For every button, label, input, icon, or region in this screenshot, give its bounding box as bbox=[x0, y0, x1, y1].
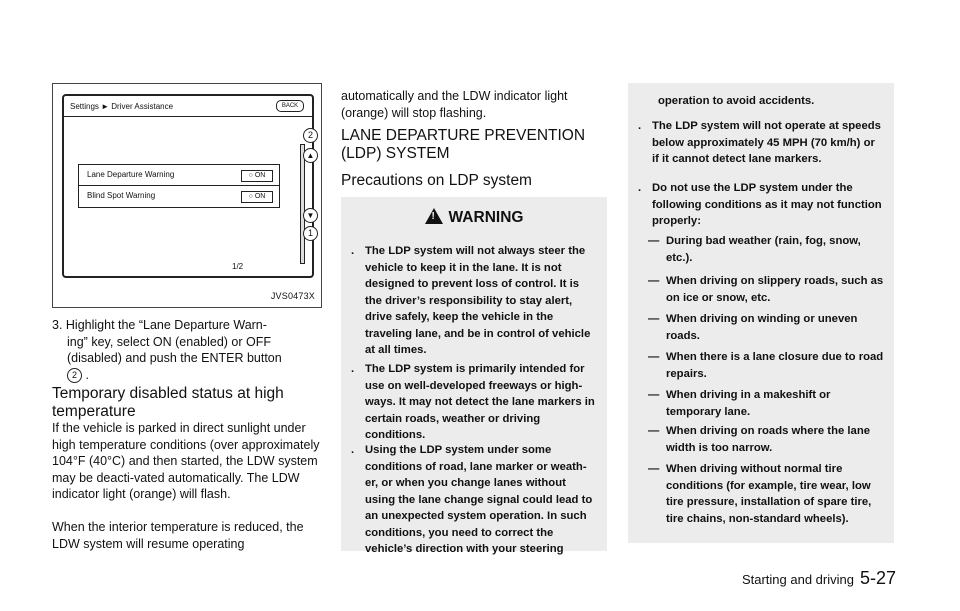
setting-toggle: ○ ON bbox=[241, 191, 273, 203]
screen-breadcrumb: Settings ► Driver Assistance bbox=[70, 102, 174, 111]
footer-section: Starting and driving bbox=[741, 572, 854, 587]
setting-label: Lane Departure Warning bbox=[87, 170, 175, 179]
down-arrow-icon: ▼ bbox=[303, 208, 318, 223]
settings-list bbox=[78, 164, 280, 208]
condition-7: — When driving without normal tire conditions (for example, tire wear, low tire pressure, installation of spare tire, tire chains, non-standard wheels). bbox=[648, 463, 872, 525]
warning-bullet-3: . Using the LDP system under some conditions of road, lane marker or weath-er, or when you change lanes without using the lane change signal could lead to an unexpected system operation. In such conditions, you need to correct the vehicle’s direction with your steering bbox=[351, 444, 593, 555]
condition-4: — When there is a lane closure due to road repairs. bbox=[648, 351, 884, 380]
callout-2: 2 bbox=[303, 128, 318, 143]
figure-id: JVS0473X bbox=[270, 291, 315, 301]
page-footer bbox=[742, 569, 896, 589]
up-arrow-icon: ▲ bbox=[303, 148, 318, 163]
warning-icon: ! bbox=[425, 208, 443, 224]
warning-bullet-1: . The LDP system will not always steer the vehicle to keep it in the lane. It is not designed to prevent loss of control. It is the driver’s responsibility to stay alert, drive safely, keep the vehicle in the traveling lane, and be in control of vehicle at all times. bbox=[351, 245, 591, 356]
paragraph-resume: When the interior temperature is reduced, the LDW system will resume operating bbox=[52, 520, 304, 551]
setting-label: Blind Spot Warning bbox=[87, 191, 156, 200]
back-button: BACK bbox=[276, 100, 304, 112]
warning-box bbox=[341, 197, 607, 555]
warning-bullet-4: . The LDP system will not operate at speeds below approximately 45 MPH (70 km/h) or if it cannot detect lane markers. bbox=[638, 120, 881, 165]
figure-screen-illustration bbox=[52, 83, 322, 308]
heading-ldp: LANE DEPARTURE PREVENTION (LDP) SYSTEM bbox=[341, 127, 586, 162]
enter-callout: 2 bbox=[67, 368, 82, 383]
screen-divider bbox=[64, 116, 312, 117]
condition-3: — When driving on winding or uneven roads. bbox=[648, 313, 858, 342]
setting-row-ldw bbox=[79, 165, 279, 186]
display-screen bbox=[62, 94, 314, 278]
callout-1: 1 bbox=[303, 226, 318, 241]
paragraph-continued: automatically and the LDW indicator light (orange) will stop flashing. bbox=[341, 89, 568, 120]
heading-temp-disabled: Temporary disabled status at high temperature bbox=[52, 385, 284, 420]
step-3: 3. Highlight the “Lane Departure Warn- ing” key, select ON (enabled) or OFF (disabled) and push the ENTER button 2 . bbox=[52, 318, 282, 382]
condition-1: — During bad weather (rain, fog, snow, etc.). bbox=[648, 235, 861, 264]
page-number: 5-27 bbox=[859, 568, 896, 588]
scrollbar bbox=[300, 144, 305, 264]
warning-continued: operation to avoid accidents. bbox=[658, 95, 815, 107]
warning-box-continued bbox=[628, 83, 894, 543]
warning-bullet-2: . The LDP system is primarily intended for use on well-developed freeways or high-ways. It may not detect the lane markers in certain roads, weather or driving conditions. bbox=[351, 363, 595, 441]
condition-5: — When driving in a makeshift or temporary lane. bbox=[648, 389, 831, 418]
page-indicator: 1/2 bbox=[232, 262, 244, 271]
paragraph-temp: If the vehicle is parked in direct sunlight under high temperature conditions (over approximately 104°F (40°C) and then started, the LDW system may be deacti-vated automatically. The LDW indicator light (orange) will flash. bbox=[52, 421, 320, 501]
setting-toggle: ○ ON bbox=[241, 170, 273, 182]
warning-header: ! WARNING bbox=[341, 205, 607, 231]
heading-precautions: Precautions on LDP system bbox=[341, 172, 532, 189]
setting-row-bsw bbox=[79, 186, 279, 206]
condition-2: — When driving on slippery roads, such as on ice or snow, etc. bbox=[648, 275, 884, 304]
warning-bullet-5: . Do not use the LDP system under the following conditions as it may not function properly: bbox=[638, 182, 882, 227]
condition-6: — When driving on roads where the lane width is too narrow. bbox=[648, 425, 871, 454]
